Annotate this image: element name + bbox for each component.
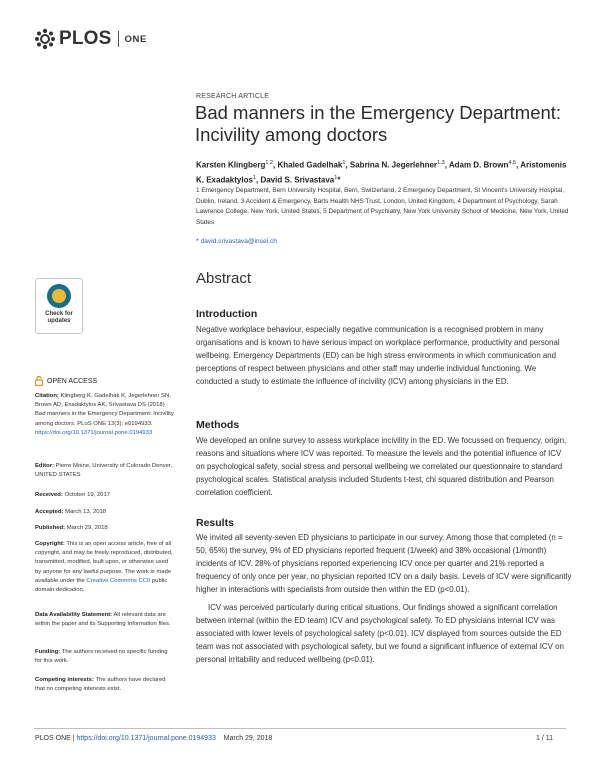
editor-label: Editor: bbox=[35, 463, 54, 469]
funding-label: Funding: bbox=[35, 649, 61, 655]
author-name: Karsten Klingberg bbox=[196, 160, 266, 170]
data-availability-label: Data Availability Statement: bbox=[35, 612, 113, 618]
footer-separator: | bbox=[70, 735, 77, 742]
funding-text: The authors received no specific funding for this work. bbox=[35, 649, 168, 665]
accepted-date: March 13, 2018 bbox=[65, 509, 107, 515]
check-for-updates-badge[interactable] bbox=[35, 278, 83, 334]
copyright-block bbox=[35, 540, 175, 595]
updates-icon bbox=[47, 284, 71, 308]
author-name: Adam D. Brown bbox=[448, 160, 509, 170]
open-access bbox=[35, 376, 97, 386]
plos-logo-icon bbox=[34, 28, 56, 50]
author-affiliation-marker: 1,3 bbox=[437, 160, 445, 166]
page-number: 1 / 11 bbox=[536, 735, 553, 742]
footer-doi-link[interactable]: https://doi.org/10.1371/journal.pone.0194933 bbox=[76, 735, 216, 742]
methods-text: We developed an online survey to assess workplace incivility in the ED. We focussed on frequency, origin, reasons and situations where ICV was reported. To measure the levels and the potential influence of ICV on psychological safety, social stress and personal wellbeing we correlated our questionnaire to standard psychological scales. Statistical analysis included Students t-test, chi squared distribution and Pearson correlation coefficient. bbox=[196, 436, 567, 497]
introduction-text: Negative workplace behaviour, especially negative communication is a recognised problem in many organisations and is known to have serious impact on workplace performance, productivity and personal wellbeing. Emergency Departments (ED) can be high stress environments in which communication and perceptions of respect between physicians and other staff may underlie individual functioning. We conducted a study to estimate the influence of incivility (ICV) among physicians in the ED. bbox=[196, 325, 560, 386]
creative-commons-link[interactable]: Creative Commons CC0 bbox=[86, 577, 151, 584]
email-link[interactable]: david.srivastava@insel.ch bbox=[200, 238, 277, 245]
published-label: Published: bbox=[35, 525, 66, 531]
competing-interests-label: Competing interests: bbox=[35, 677, 94, 683]
footer-date: March 29, 2018 bbox=[223, 735, 273, 742]
author-separator: * bbox=[337, 175, 341, 185]
footer-divider bbox=[34, 728, 566, 729]
author-list bbox=[196, 157, 576, 186]
author-affiliation-marker: 1,2 bbox=[265, 160, 273, 166]
editor-block bbox=[35, 462, 175, 480]
open-access-label: OPEN ACCESS bbox=[47, 377, 98, 385]
results-heading: Results bbox=[196, 517, 234, 529]
article-type: RESEARCH ARTICLE bbox=[196, 93, 270, 100]
corresponding-star: * bbox=[196, 238, 199, 245]
badge-label: Check for updates bbox=[45, 311, 73, 324]
accepted-label: Accepted: bbox=[35, 509, 64, 515]
author-affiliation-marker: 1 bbox=[342, 160, 346, 166]
author-separator: , bbox=[516, 160, 521, 170]
author-name: Sabrina N. Jegerlehner bbox=[349, 160, 438, 170]
abstract-heading: Abstract bbox=[196, 270, 252, 287]
citation-doi-link[interactable]: https://doi.org/10.1371/journal.pone.0194933 bbox=[35, 429, 153, 436]
author-name: Aristomenis K. Exadaktylos bbox=[196, 160, 567, 185]
journal-name: ONE bbox=[124, 33, 147, 45]
author-separator: , bbox=[444, 160, 449, 170]
author-name: Khaled Gadelhak bbox=[277, 160, 343, 170]
editor-text: Pierre Moine, University of Colorado Denver, UNITED STATES bbox=[35, 463, 173, 479]
received-label: Received: bbox=[35, 492, 63, 498]
citation-text: Klingberg K, Gadelhak K, Jegerlehner SN, Brown AD, Exadaktylos AK, Srivastava DS (2018) Bad manners in the Emergency Department: Incivility among doctors. PLoS ONE 13(3): e0194933. bbox=[35, 393, 174, 427]
author-separator: , bbox=[255, 175, 261, 185]
article-title: Bad manners in the Emergency Department: Incivility among doctors bbox=[195, 102, 562, 145]
logo-text: PLOS bbox=[59, 28, 112, 49]
copyright-label: Copyright: bbox=[35, 541, 65, 547]
data-availability-text: All relevant data are within the paper and its Supporting Information files. bbox=[35, 612, 171, 628]
data-availability-block bbox=[35, 611, 175, 629]
page-footer bbox=[35, 735, 272, 742]
received-date: October 19, 2017 bbox=[64, 492, 111, 498]
author-affiliation-marker: 4,5 bbox=[508, 160, 517, 166]
copyright-tail: public domain dedication. bbox=[35, 577, 168, 594]
author-separator: , bbox=[345, 160, 350, 170]
corresponding-email[interactable] bbox=[196, 238, 277, 245]
citation-block bbox=[35, 392, 175, 438]
author-separator: , bbox=[273, 160, 278, 170]
footer-journal: PLOS ONE bbox=[35, 735, 71, 742]
author-affiliation-marker: 1 bbox=[334, 174, 338, 181]
open-lock-icon bbox=[35, 376, 43, 386]
funding-block bbox=[35, 648, 175, 666]
competing-interests-text: The authors have declared that no competing interests exist. bbox=[35, 677, 166, 693]
author-name: David S. Srivastava bbox=[260, 175, 335, 185]
citation-label: Citation: bbox=[35, 393, 59, 399]
results-text-1: We invited all seventy-seven ED physicians to participate in our survey. Among those that completed (n = 50, 65%) the survey, 9% of ED physicians reported frequent (1/week) and 38% occasional (1/month) incidents of ICV. 28% of physicians reported experiencing ICV once per quarter and 21% reported a frequency of only once per year, no physician reported ICV on a daily basis. Levels of ICV were significantly higher in interactions with specialists from outside then within the ED (p<0.01). bbox=[196, 533, 572, 594]
published-date: March 29, 2018 bbox=[66, 525, 108, 531]
received-block bbox=[35, 491, 175, 500]
logo-divider bbox=[118, 31, 119, 47]
methods-heading: Methods bbox=[196, 419, 240, 431]
copyright-text: This is an open access article, free of all copyright, and may be freely reproduced, distributed, transmitted, modified, built upon, or otherwise used by anyone for any lawful purpose. The work is made available under the bbox=[35, 541, 173, 584]
affiliations: 1 Emergency Department, Bern University Hospital, Bern, Switzerland, 2 Emergency Department, St Vincent's University Hospital, Dublin, Ireland, 3 Accident & Emergency, Barts Health NHS Trust, London, United Kingdom, 4 Department of Psychology, Sarah Lawrence College, New York, United States, 5 Department of Psychiatry, New York University School of Medicine, New York, United States bbox=[196, 187, 569, 226]
plos-logo[interactable] bbox=[34, 28, 147, 50]
results-text-2: ICV was perceived particularly during critical situations. Our findings showed a significant correlation between internal (within the ED team) ICV and psychological safety. To ED physicians internal ICV was associated with lower levels of psychological safety (p<0.01). ICV displayed from sources outside the ED team was not associated with psychological safety, but we found a significant influence of external ICV on personal irritability and reduced wellbeing (p<0.01). bbox=[196, 603, 564, 664]
author-affiliation-marker: 1 bbox=[252, 174, 256, 181]
introduction-heading: Introduction bbox=[196, 308, 258, 320]
published-block bbox=[35, 524, 175, 533]
accepted-block bbox=[35, 508, 175, 517]
competing-interests-block bbox=[35, 676, 175, 694]
